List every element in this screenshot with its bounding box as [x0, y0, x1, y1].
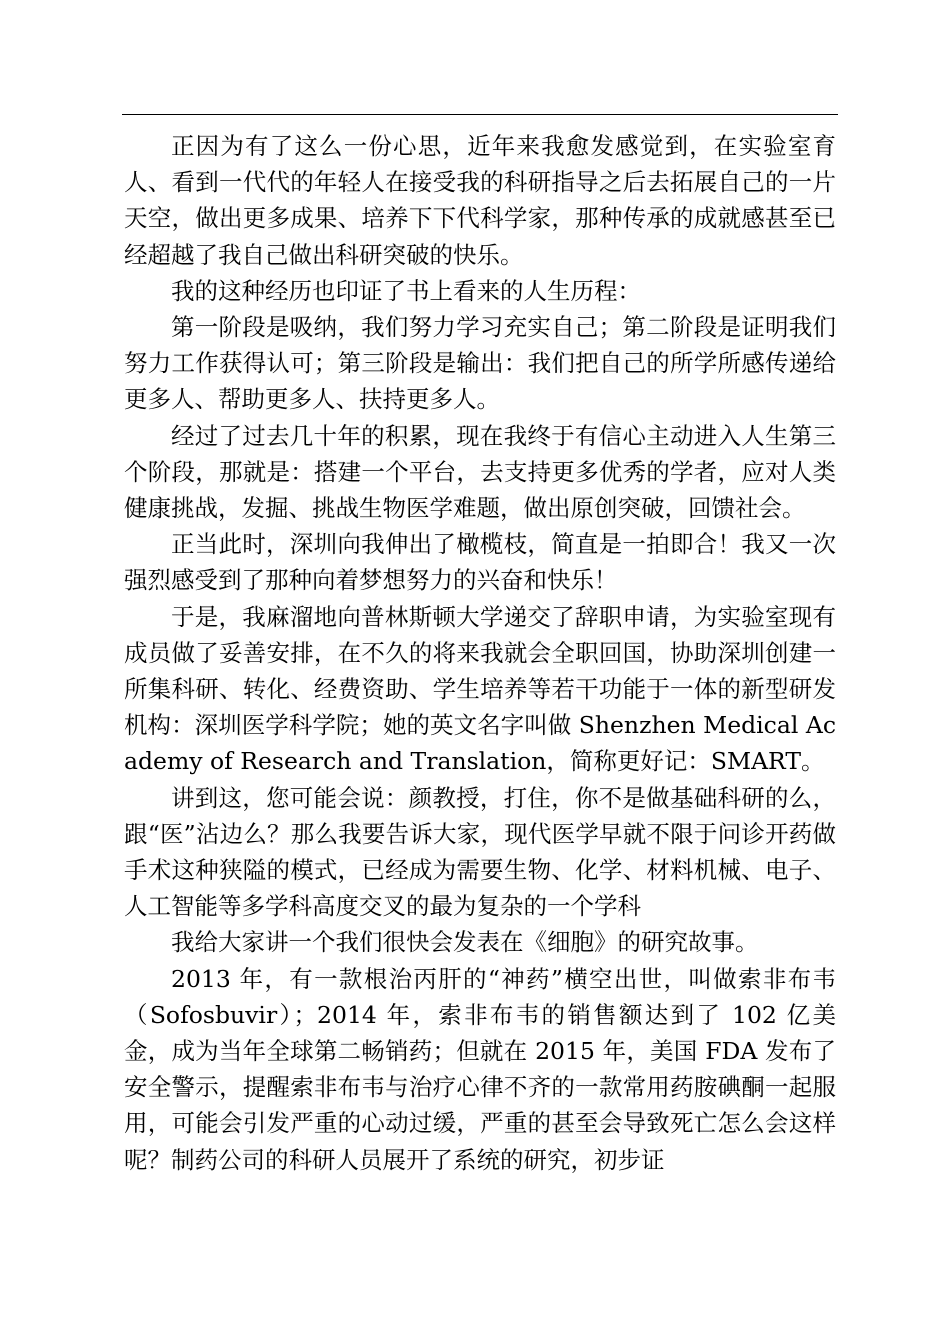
paragraph-1: 正因为有了这么一份心思，近年来我愈发感觉到，在实验室育人、看到一代代的年轻人在接受我的科研指导之后去拓展自己的一片天空，做出更多成果、培养下下代科学家，那种传承的成就感甚至已经超越了我自己做出科研突破的快乐。: [124, 132, 836, 269]
paragraph-6: 于是，我麻溜地向普林斯顿大学递交了辞职申请，为实验室现有成员做了妥善安排，在不久的将来我就会全职回国，协助深圳创建一所集科研、转化、经费资助、学生培养等若干功能于一体的新型研发机构：深圳医学科学院；她的英文名字叫做 Shenzhen Medical Academy of Research and Translation，简称更好记：SMART。: [124, 602, 836, 776]
paragraph-7: 讲到这，您可能会说：颜教授，打住，你不是做基础科研的么，跟“医”沾边么？那么我要告诉大家，现代医学早就不限于问诊开药做手术这种狭隘的模式，已经成为需要生物、化学、材料机械、电子、人工智能等多学科高度交叉的最为复杂的一个学科: [124, 783, 836, 921]
header-rule: [122, 114, 838, 115]
body-text: [124, 128, 836, 1178]
paragraph-5: 正当此时，深圳向我伸出了橄榄枝，简直是一拍即合！我又一次强烈感受到了那种向着梦想努力的兴奋和快乐！: [124, 530, 836, 595]
paragraph-9: 2013 年，有一款根治丙肝的“神药”横空出世，叫做索非布韦（Sofosbuvir）；2014 年，索非布韦的销售额达到了 102 亿美金，成为当年全球第二畅销药；但就在 2015 年，美国 FDA 发布了安全警示，提醒索非布韦与治疗心律不齐的一款常用药胺碘酮一起服用，可能会引发严重的心动过缓，严重的甚至会导致死亡怎么会这样呢？制药公司的科研人员展开了系统的研究，初步证: [124, 964, 836, 1174]
paragraph-3: 第一阶段是吸纳，我们努力学习充实自己；第二阶段是证明我们努力工作获得认可；第三阶段是输出：我们把自己的所学所感传递给更多人、帮助更多人、扶持更多人。: [124, 313, 836, 414]
paragraph-4: 经过了过去几十年的积累，现在我终于有信心主动进入人生第三个阶段，那就是：搭建一个平台，去支持更多优秀的学者，应对人类健康挑战，发掘、挑战生物医学难题，做出原创突破，回馈社会。: [124, 421, 836, 523]
paragraph-2: 我的这种经历也印证了书上看来的人生历程：: [171, 276, 641, 305]
paragraph-8: 我给大家讲一个我们很快会发表在《细胞》的研究故事。: [171, 928, 759, 957]
